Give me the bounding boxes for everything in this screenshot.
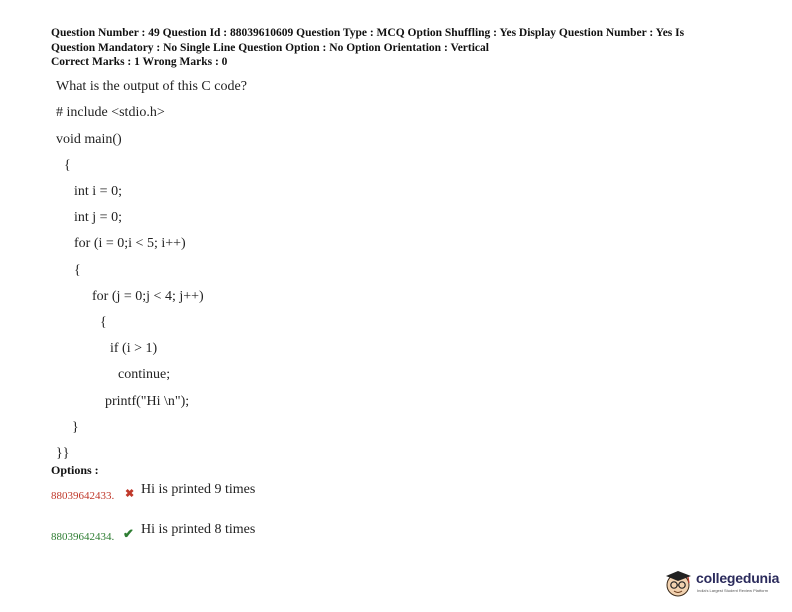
option-id: 88039642433. bbox=[51, 490, 115, 502]
option-id: 88039642434. bbox=[51, 531, 115, 543]
option-text: Hi is printed 8 times bbox=[141, 522, 256, 537]
correct-checkmark-icon: ✔ bbox=[123, 526, 134, 541]
code-line: int i = 0; bbox=[74, 184, 122, 199]
option-text: Hi is printed 9 times bbox=[141, 482, 256, 497]
logo-name: collegedunia bbox=[696, 570, 780, 586]
code-line: { bbox=[64, 158, 71, 173]
code-line: void main() bbox=[56, 132, 122, 147]
metadata-line-1: Question Number : 49 Question Id : 88039610609 Question Type : MCQ Option Shuffling : Yes Display Question Number : Yes Is bbox=[51, 27, 685, 39]
code-line: continue; bbox=[118, 367, 171, 382]
metadata-line-2: Question Mandatory : No Single Line Question Option : No Option Orientation : Vertical bbox=[51, 41, 489, 54]
code-line: printf("Hi \n"); bbox=[105, 394, 190, 409]
logo-tagline: India's Largest Student Review Platform bbox=[697, 588, 769, 593]
code-line: for (i = 0;i < 5; i++) bbox=[74, 236, 186, 251]
options-label: Options : bbox=[51, 463, 99, 477]
question-prompt: What is the output of this C code? bbox=[56, 79, 247, 94]
code-line: # include <stdio.h> bbox=[56, 105, 165, 120]
metadata-line-3: Correct Marks : 1 Wrong Marks : 0 bbox=[51, 56, 228, 68]
wrong-mark-icon: ✖ bbox=[125, 488, 135, 500]
code-line: for (j = 0;j < 4; j++) bbox=[92, 289, 204, 304]
code-line: { bbox=[74, 263, 81, 278]
mascot-icon bbox=[664, 568, 694, 600]
code-line: } bbox=[72, 420, 79, 435]
collegedunia-logo bbox=[664, 568, 786, 600]
code-line: int j = 0; bbox=[74, 210, 122, 225]
code-line: }} bbox=[56, 446, 70, 461]
code-line: { bbox=[100, 315, 107, 330]
code-line: if (i > 1) bbox=[110, 341, 158, 356]
question-metadata bbox=[51, 26, 751, 70]
